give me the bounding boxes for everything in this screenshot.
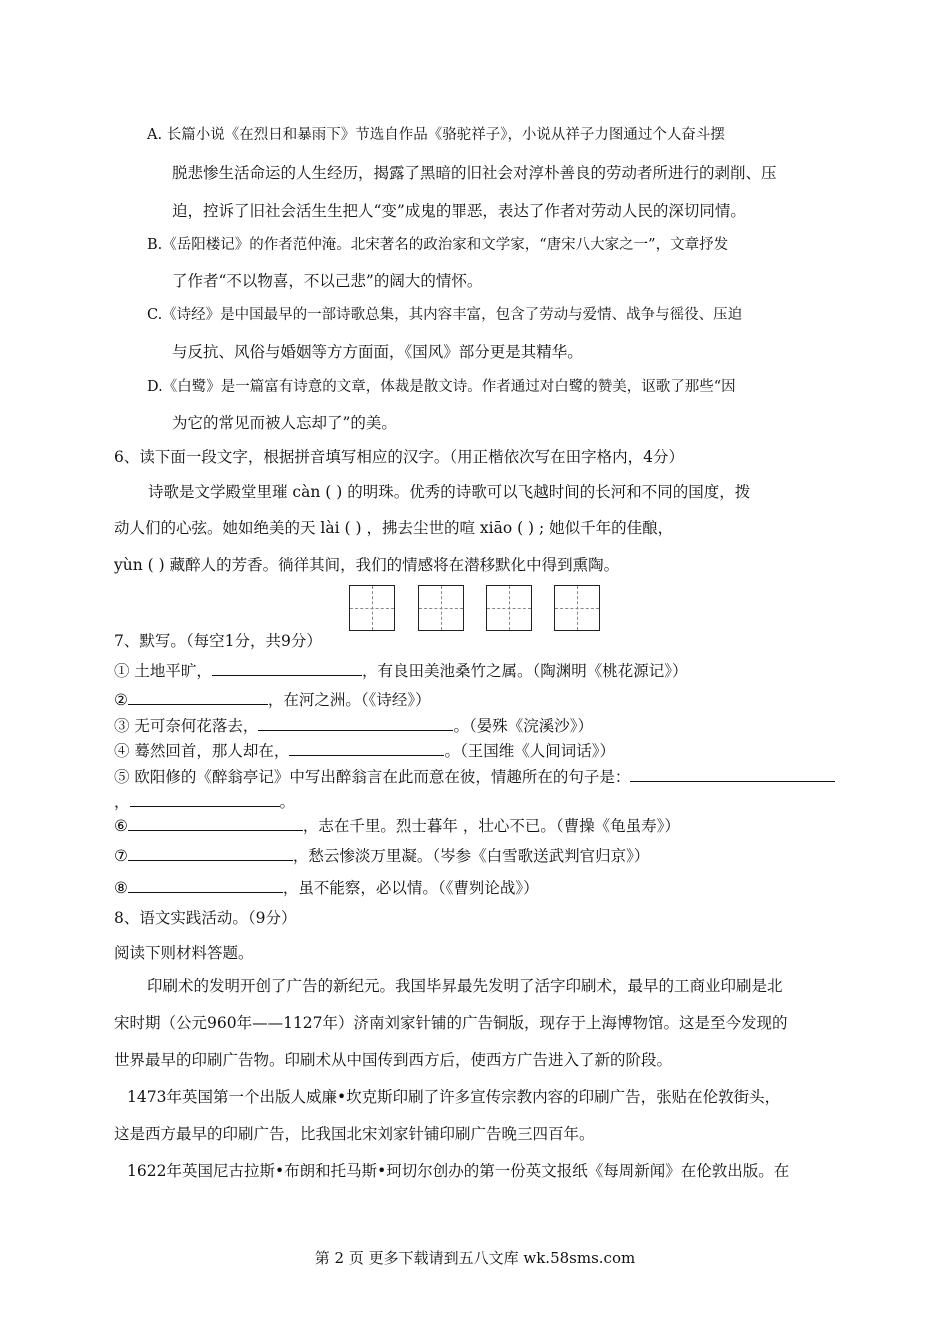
q7-item-5-pre: ⑤ 欧阳修的《醉翁亭记》中写出醉翁言在此而意在彼，情趣所在的句子是： [114,768,631,786]
q7-item-6 [114,814,680,836]
blank-2[interactable] [128,688,268,705]
blank-8[interactable] [128,876,283,893]
q7-item-2-post: ，在河之洲。（《诗经》） [267,691,431,709]
q7-item-2-pre: ② [114,691,128,709]
q7-heading: 7、默写。（每空1分，共9分） [114,632,322,650]
blank-1[interactable] [212,659,362,676]
tianzige-cell-3[interactable] [486,585,532,631]
blank-6[interactable] [128,814,303,831]
q7-item-5 [114,765,835,787]
tianzige-cell-4[interactable] [554,585,600,631]
option-a-line-2: 脱悲惨生活命运的人生经历，揭露了黑暗的旧社会对淳朴善良的劳动者所进行的剥削、压 [172,164,777,182]
blank-5a[interactable] [630,765,835,782]
q6-heading: 6、读下面一段文字，根据拼音填写相应的汉字。（用正楷依次写在田字格内，4分） [114,448,684,466]
q7-item-3-post: 。（晏殊《浣溪沙》） [453,717,593,735]
q7-item-8-post: ，虽不能察，必以情。（《曹刿论战》） [282,879,539,897]
q7-item-8 [114,876,539,898]
q7-item-4-pre: ④ 蓦然回首，那人却在， [114,742,290,760]
option-c-line-2: 与反抗、风俗与婚姻等方方面面，《国风》部分更是其精华。 [172,343,583,361]
q8-p1-line-1: 印刷术的发明开创了广告的新纪元。我国毕昇最先发明了活字印刷术，最早的工商业印刷是北 [147,977,783,995]
option-c-line-1: C.《诗经》是中国最早的一部诗歌总集，其内容丰富，包含了劳动与爱情、战争与徭役、压迫 [147,307,743,323]
page-footer: 第 2 页 更多下载请到五八文库 wk.58sms.com [314,1249,636,1267]
q7-item-8-pre: ⑧ [114,879,128,897]
q6-text-line-1: 诗歌是文学殿堂里璀 càn ( ) 的明珠。优秀的诗歌可以飞越时间的长河和不同的国度，拨 [148,483,751,501]
q8-p1-line-2: 宋时期（公元960年——1127年）济南刘家针铺的广告铜版，现存于上海博物馆。这是至今发现的 [114,1014,788,1032]
q8-heading: 8、语文实践活动。（9分） [114,909,297,927]
q7-item-7 [114,844,649,866]
blank-7[interactable] [128,844,293,861]
q7-item-1 [114,659,687,681]
q7-item-4 [114,739,615,761]
q6-text-line-2: 动人们的心弦。她如绝美的天 lài ( ) ，拂去尘世的喧 xiāo ( ) ; 她似千年的佳酿， [114,519,674,537]
q7-item-3-pre: ③ 无可奈何花落去， [114,717,259,735]
q7-item-2 [114,688,431,710]
q7-item-1-post: ，有良田美池桑竹之属。（陶渊明《桃花源记》） [361,662,688,680]
q8-p1-line-3: 世界最早的印刷广告物。印刷术从中国传到西方后，使西方广告进入了新的阶段。 [114,1051,673,1069]
q7-item-5b-pre: ， [114,793,130,811]
blank-3[interactable] [258,714,453,731]
q6-text-line-3: yùn ( ) 藏醉人的芳香。徜徉其间，我们的情感将在潜移默化中得到熏陶。 [114,556,620,574]
q8-intro: 阅读下则材料答题。 [114,944,254,962]
blank-4[interactable] [289,739,444,756]
tianzige-cell-1[interactable] [349,585,395,631]
q8-p2-line-2: 这是西方最早的印刷广告，比我国北宋刘家针铺印刷广告晚三四百年。 [114,1125,595,1143]
q7-item-5-cont [114,790,295,812]
q7-item-3 [114,714,593,736]
q7-item-1-pre: ① 土地平旷， [114,662,212,680]
q7-item-7-pre: ⑦ [114,847,128,865]
q7-item-5b-post: 。 [279,793,296,811]
tianzige-cell-2[interactable] [418,585,464,631]
q7-item-6-post: ，志在千里。烈士暮年 ，壮心不已。（曹操《龟虽寿》） [302,817,680,835]
q8-p3-line-1: 1622年英国尼古拉斯•布朗和托马斯•珂切尔创办的第一份英文报纸《每周新闻》在伦敦出版。在 [127,1162,790,1180]
tianzige-grid [349,585,601,633]
option-a-line-3: 迫，控诉了旧社会活生生把人“变”成鬼的罪恶，表达了作者对劳动人民的深切同情。 [172,202,746,220]
q7-item-6-pre: ⑥ [114,817,128,835]
option-d-line-2: 为它的常见而被人忘却了”的美。 [172,414,397,432]
option-b-line-2: 了作者“不以物喜，不以己悲”的阔大的情怀。 [172,272,483,290]
q7-item-4-post: 。（王国维《人间词话》） [444,742,615,760]
option-b-line-1: B.《岳阳楼记》的作者范仲淹。北宋著名的政治家和文学家，“唐宋八大家之一”，文章抒发 [147,237,729,253]
q8-p2-line-1: 1473年英国第一个出版人威廉•坎克斯印刷了许多宣传宗教内容的印刷广告，张贴在伦敦街头， [127,1088,781,1106]
option-a-line-1: A. 长篇小说《在烈日和暴雨下》节选自作品《骆驼祥子》，小说从祥子力图通过个人奋斗摆 [147,127,725,143]
q7-item-7-post: ，愁云惨淡万里凝。（岑参《白雪歌送武判官归京》） [292,847,650,865]
blank-5b[interactable] [130,790,280,807]
option-d-line-1: D.《白鹭》是一篇富有诗意的文章，体裁是散文诗。作者通过对白鹭的赞美，讴歌了那些“因 [147,379,736,395]
